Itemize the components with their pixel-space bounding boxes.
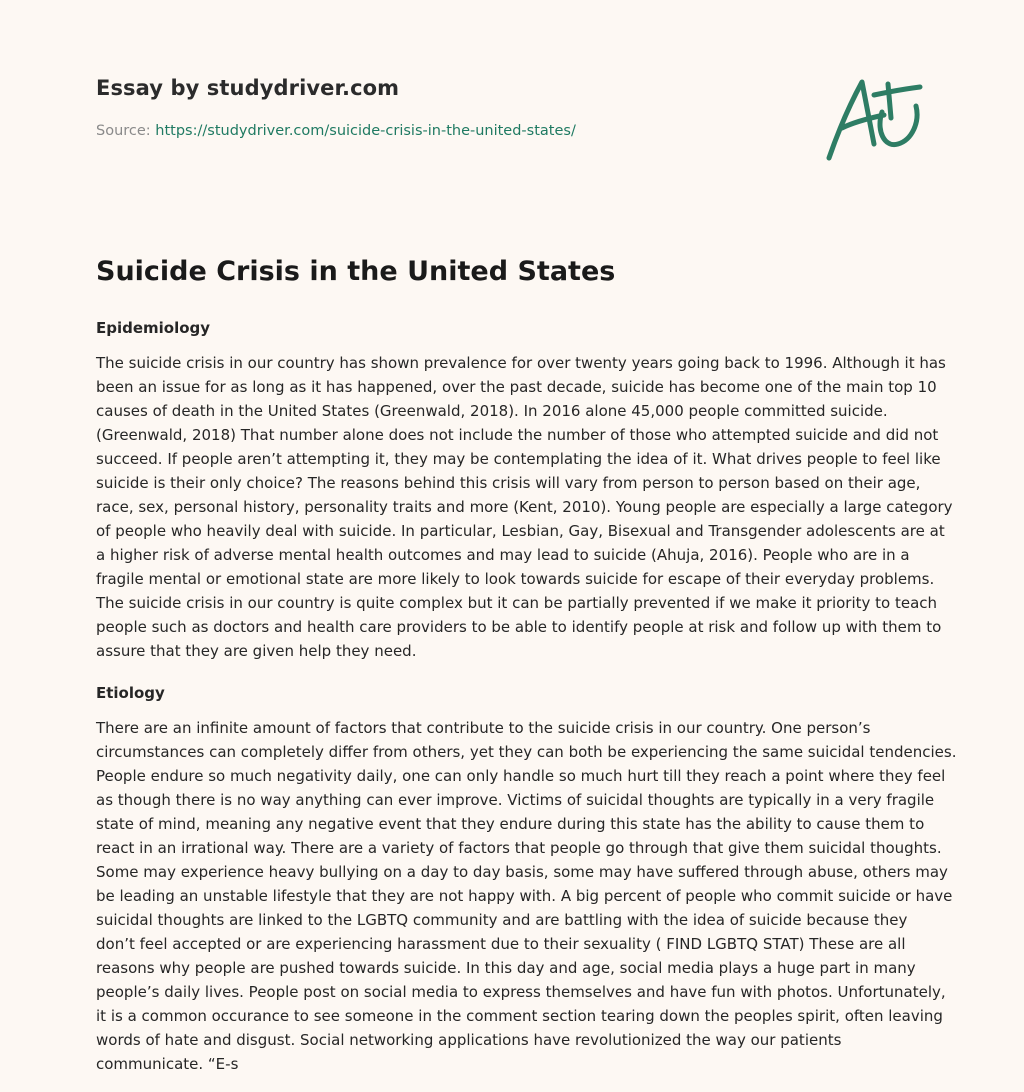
paragraph-line: People endure so much negativity daily, one can only handle so much hurt till they reach a point where they feel xyxy=(96,767,946,785)
paragraph-line: suicide is their only choice? The reasons behind this crisis will vary from person to person based on their age, xyxy=(96,474,921,492)
paragraph-line: Some may experience heavy bullying on a day to day basis, some may have suffered through abuse, others may xyxy=(96,863,948,881)
paragraph-line: react in an irrational way. There are a variety of factors that people go through that give them suicidal thoughts. xyxy=(96,839,942,857)
section-heading-etiology: Etiology xyxy=(96,684,165,702)
paragraph-line: it is a common occurance to see someone in the comment section tearing down the peoples spirit, often leaving xyxy=(96,1007,943,1025)
paragraph-line: people such as doctors and health care providers to be able to identify people at risk and follow up with them to xyxy=(96,618,942,636)
source-label: Source: xyxy=(96,123,151,139)
paragraph-line: as though there is no way anything can ever improve. Victims of suicidal thoughts are typically in a very fragile xyxy=(96,791,935,809)
section-paragraph-etiology xyxy=(96,716,957,1076)
paragraph-line: The suicide crisis in our country has shown prevalence for over twenty years going back to 1996. Although it has xyxy=(96,354,946,372)
paragraph-line: reasons why people are pushed towards suicide. In this day and age, social media plays a huge part in many xyxy=(96,959,916,977)
paragraph-line: words of hate and disgust. Social networking applications have revolutionized the way our patients xyxy=(96,1031,842,1049)
paragraph-line: (Greenwald, 2018) That number alone does not include the number of those who attempted suicide and did not xyxy=(96,426,939,444)
section-heading-epidemiology: Epidemiology xyxy=(96,319,211,337)
paragraph-line: been an issue for as long as it has happened, over the past decade, suicide has become one of the main top 10 xyxy=(96,378,937,396)
site-brand: Essay by studydriver.com xyxy=(96,76,400,100)
paragraph-line: causes of death in the United States (Greenwald, 2018). In 2016 alone 45,000 people committed suicide. xyxy=(96,402,888,420)
paragraph-line: There are an infinite amount of factors that contribute to the suicide crisis in our country. One person’s xyxy=(96,719,871,737)
paragraph-line: people’s daily lives. People post on social media to express themselves and have fun with photos. Unfortunately, xyxy=(96,983,946,1001)
essay-title: Suicide Crisis in the United States xyxy=(96,256,616,287)
section-paragraph-epidemiology xyxy=(96,351,953,663)
paragraph-line: communicate. “E-s xyxy=(96,1055,239,1073)
paragraph-line: a higher risk of adverse mental health outcomes and may lead to suicide (Ahuja, 2016). People who are in a xyxy=(96,546,910,564)
paragraph-line: race, sex, personal history, personality traits and more (Kent, 2010). Young people are especially a large category xyxy=(96,498,953,516)
paragraph-line: state of mind, meaning any negative event that they endure during this state has the ability to cause them to xyxy=(96,815,925,833)
paragraph-line: of people who heavily deal with suicide. In particular, Lesbian, Gay, Bisexual and Transgender adolescents are at xyxy=(96,522,945,540)
paragraph-line: assure that they are given help they need. xyxy=(96,642,417,660)
paragraph-line: don’t feel accepted or are experiencing harassment due to their sexuality ( FIND LGBTQ STAT) These are all xyxy=(96,935,906,953)
paragraph-line: fragile mental or emotional state are more likely to look towards suicide for escape of their everyday problems. xyxy=(96,570,935,588)
paragraph-line: The suicide crisis in our country is quite complex but it can be partially prevented if we make it priority to teach xyxy=(96,594,938,612)
paragraph-line: succeed. If people aren’t attempting it, they may be contemplating the idea of it. What drives people to feel like xyxy=(96,450,941,468)
paragraph-line: be leading an unstable lifestyle that they are not happy with. A big percent of people who commit suicide or have xyxy=(96,887,953,905)
source-line xyxy=(96,123,576,139)
a-plus-logo-icon xyxy=(822,70,926,166)
source-link[interactable]: https://studydriver.com/suicide-crisis-in-the-united-states/ xyxy=(155,123,576,139)
paragraph-line: suicidal thoughts are linked to the LGBTQ community and are battling with the idea of suicide because they xyxy=(96,911,908,929)
paragraph-line: circumstances can completely differ from others, yet they can both be experiencing the same suicidal tendencies. xyxy=(96,743,957,761)
